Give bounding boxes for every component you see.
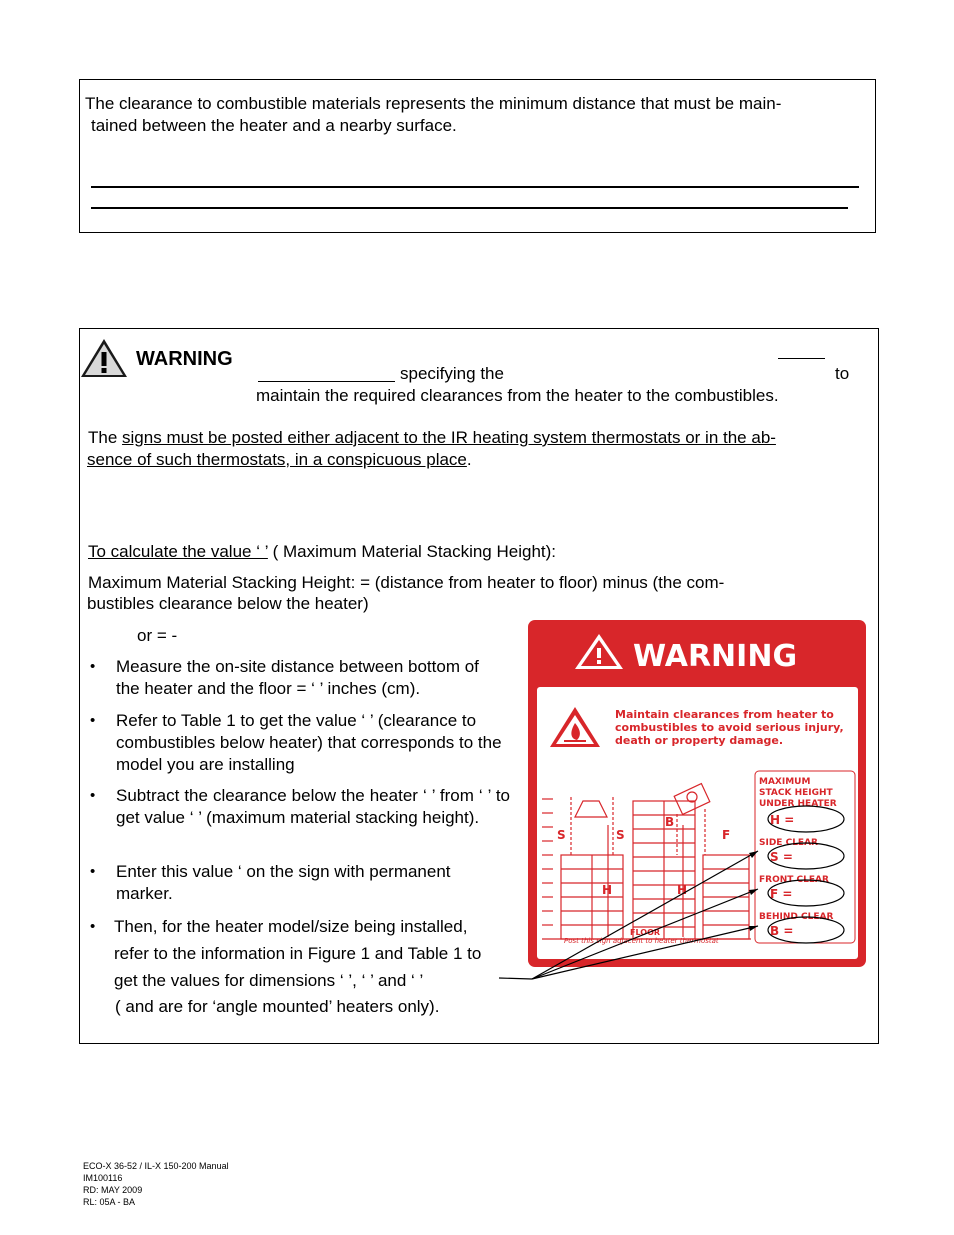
footer-manual: ECO-X 36-52 / IL-X 150-200 Manual: [83, 1161, 229, 1171]
angle-mounted-note: ( and are for ‘angle mounted’ heaters only).: [115, 997, 440, 1016]
sign-f-eq: F =: [770, 887, 793, 901]
sign-label-h-left: H: [602, 883, 613, 897]
signs-blank-underline: [258, 381, 395, 382]
sign-label-h-mid: H: [677, 883, 688, 897]
sign-front: FRONT CLEAR: [759, 875, 829, 885]
warning-triangle-icon: [79, 336, 129, 380]
signs-posting-line2: [87, 449, 472, 471]
warning-heading: WARNING: [136, 348, 233, 370]
warning-sign-figure: [527, 619, 867, 969]
sign-label-f: F: [722, 828, 731, 842]
sign-label-b: B: [665, 815, 675, 829]
sign-s-eq: S =: [770, 850, 793, 864]
formula-line2: bustibles clearance below the heater): [87, 594, 369, 613]
footer-rd: RD: MAY 2009: [83, 1185, 143, 1195]
blank-rule-1: [91, 186, 859, 188]
calc-heading-underlined: To calculate the value ‘ ’: [88, 542, 268, 561]
sign-msg-1: Maintain clearances from heater to: [615, 708, 834, 721]
footer-rl: RL: 05A - BA: [83, 1197, 136, 1207]
maintain-clearances-text: maintain the required clearances from the heater to the combustibles.: [256, 386, 779, 405]
signs-posting-post: .: [466, 450, 472, 469]
list-item: • Enter this value ‘ on the sign with permanent marker.: [88, 861, 498, 905]
clearance-definition-line2: tained between the heater and a nearby surface.: [91, 116, 457, 135]
sign-side: SIDE CLEAR: [759, 838, 818, 848]
sign-max-3: UNDER HEATER: [759, 799, 837, 809]
list-item: • Then, for the heater model/size being installed, refer to the information in Figure 1 and Table 1 to get the values for dimensions ‘ ’, ‘ ’ and ‘ ’: [88, 913, 503, 994]
signs-posting-underlined-2: sence of such thermostats, in a conspicuous place: [87, 450, 467, 469]
list-item: • Measure the on-site distance between bottom of the heater and the floor = ‘ ’ inches (cm).: [88, 656, 498, 700]
specifying-text: specifying the: [400, 364, 504, 383]
sign-title: WARNING: [633, 639, 798, 674]
sign-h-eq: H =: [770, 813, 795, 827]
clearance-definition-line1: The clearance to combustible materials represents the minimum distance that must be main-: [85, 94, 782, 113]
sign-msg-3: death or property damage.: [615, 734, 784, 747]
sign-max-1: MAXIMUM: [759, 777, 811, 787]
sign-behind: BEHIND CLEAR: [759, 912, 834, 922]
or-formula-line: or = -: [137, 626, 178, 645]
sign-label-s-mid: S: [616, 828, 625, 842]
sign-post-note: Post this sign adjacent to heater thermostat: [564, 937, 719, 945]
sign-blank-underline-short: [778, 358, 825, 359]
formula-line1: Maximum Material Stacking Height: = (distance from heater to floor) minus (the com-: [88, 573, 725, 592]
signs-posting-line1: [88, 427, 776, 449]
signs-posting-pre: The: [88, 428, 123, 447]
calc-heading: [88, 541, 556, 563]
sign-b-eq: B =: [770, 924, 794, 938]
footer-doc-id: IM100116: [83, 1173, 123, 1183]
document-footer: [83, 1160, 229, 1208]
sign-label-s-left: S: [557, 828, 566, 842]
sign-floor: FLOOR: [630, 928, 661, 937]
list-item: • Refer to Table 1 to get the value ‘ ’ (clearance to combustibles below heater) that corresponds to the model you are installing: [88, 710, 513, 776]
blank-rule-2: [91, 207, 848, 209]
signs-posting-underlined-1: signs must be posted either adjacent to the IR heating system thermostats or in the ab-: [122, 428, 776, 447]
sign-msg-2: combustibles to avoid serious injury,: [615, 721, 844, 734]
sign-max-2: STACK HEIGHT: [759, 788, 833, 798]
to-text: to: [835, 364, 850, 383]
calc-heading-rest: ( Maximum Material Stacking Height):: [267, 542, 557, 561]
list-item: • Subtract the clearance below the heater ‘ ’ from ‘ ’ to get value ‘ ’ (maximum material stacking height).: [88, 785, 510, 829]
